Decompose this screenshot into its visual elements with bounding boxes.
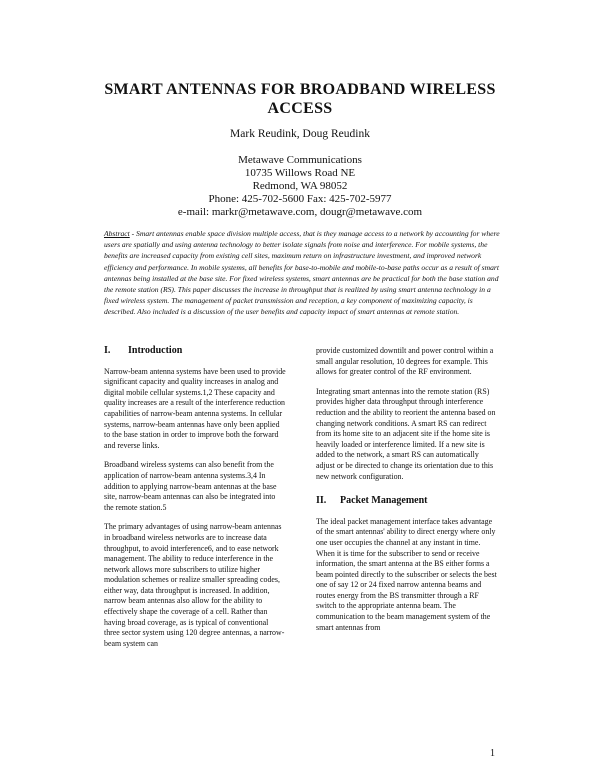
affiliation-email: e-mail: markr@metawave.com, dougr@metawave.com — [177, 206, 423, 218]
affiliation-phone: Phone: 425-702-5600 Fax: 425-702-5977 — [208, 193, 392, 205]
abstract-text: - Smart antennas enable space division multiple access, that is they manage access to a network by accounting for where users are spatially and using antenna technology to better isolate signals from noise and interference. For mobile systems, the benefits are increased capacity from existing cell sites, maximum return on infrastructure investment, and improved network efficiency and performance. In mobile systems, all benefits for base-to-mobile and mobile-to-base paths occur as a result of smart antennas being installed at the base site. For fixed wireless systems, smart antennas are be practical for both the base station and the remote station (RS). This paper discusses the increase in throughput that is realized by using smart antenna technology in a fixed wireless system. The management of packet transmission and reception, a key component of maximizing capacity, is described. Also included is a discussion of the user benefits and capacity impact of smart antennas at remote station. — [104, 229, 500, 317]
page-number: 1 — [490, 748, 495, 759]
section-heading-packet-management — [316, 496, 498, 507]
section-heading-introduction — [104, 346, 286, 357]
title-line-2: ACCESS — [267, 100, 333, 117]
abstract — [104, 228, 500, 318]
section-title: Introduction — [128, 345, 183, 356]
paragraph: provide customized downtilt and power control within a small angular resolution, 10 degrees for example. This allows for greater control of the RF environment. — [316, 346, 494, 377]
section-number: II. — [316, 495, 327, 507]
affiliation-city: Redmond, WA 98052 — [252, 180, 348, 192]
author-list: Mark Reudink, Doug Reudink — [230, 128, 370, 140]
right-column — [316, 346, 498, 642]
affiliation-block — [100, 154, 500, 219]
paragraph: Narrow-beam antenna systems have been used to provide significant capacity and quality increases in analog and digital mobile cellular systems.1,2 These capacity and quality increases are a result of the interference reduction capabilities of narrow-beam antenna systems. In cellular systems, narrow-beam antennas have only been applied to the base station in order to improve both the forward and reverse links. — [104, 366, 286, 450]
paragraph: The primary advantages of using narrow-beam antennas in broadband wireless networks are to increase data throughput, to avoid interference6, and to ease network management. The ability to reduce interference in the network allows more subscribers to utilize higher modulation schemes or realize smaller spreading codes, either way, data throughput is increased. In addition, narrow beam antennas also allow for the ability to effectively shape the coverage of a cell. Rather than having broad coverage, as is typical of conventional three sector system using 120 degree antennas, a narrow-beam system can — [104, 522, 285, 648]
paper-title — [60, 80, 540, 118]
paragraph: Broadband wireless systems can also benefit from the application of narrow-beam antenna systems.3,4 In addition to applying narrow-beam antennas at the base site, narrow-beam antennas can also be integrated into the remote station.5 — [104, 460, 277, 512]
paragraph: Integrating smart antennas into the remote station (RS) provides higher data throughput through interference reduction and the ability to reorient the antenna based on changing network conditions. A smart RS can redirect from its home site to an adjacent site if the home site is heavily loaded or interference limited. If a new site is added to the network, a smart RS can automatically adjust or be directed to change its orientation due to this new network configuration. — [316, 386, 496, 481]
affiliation-company: Metawave Communications — [238, 154, 362, 166]
paragraph: The ideal packet management interface takes advantage of the smart antennas' ability to direct energy where only one user occupies the channel at any instant in time. When it is time for the subscriber to send or receive information, the smart antenna at the BS either forms a beam pointed directly to the subscriber or selects the best one of say 12 or 24 fixed narrow antenna beams and routes energy from the BS transmitter through a RF switch to the appropriate antenna beam. The communication to the beam management system of the smart antennas from — [316, 516, 497, 632]
section-number: I. — [104, 345, 111, 356]
abstract-label: Abstract — [104, 229, 130, 238]
affiliation-street: 10735 Willows Road NE — [244, 167, 356, 179]
left-column — [104, 346, 286, 658]
title-line-1: SMART ANTENNAS FOR BROADBAND WIRELESS — [104, 81, 496, 98]
section-title: Packet Management — [340, 495, 428, 507]
